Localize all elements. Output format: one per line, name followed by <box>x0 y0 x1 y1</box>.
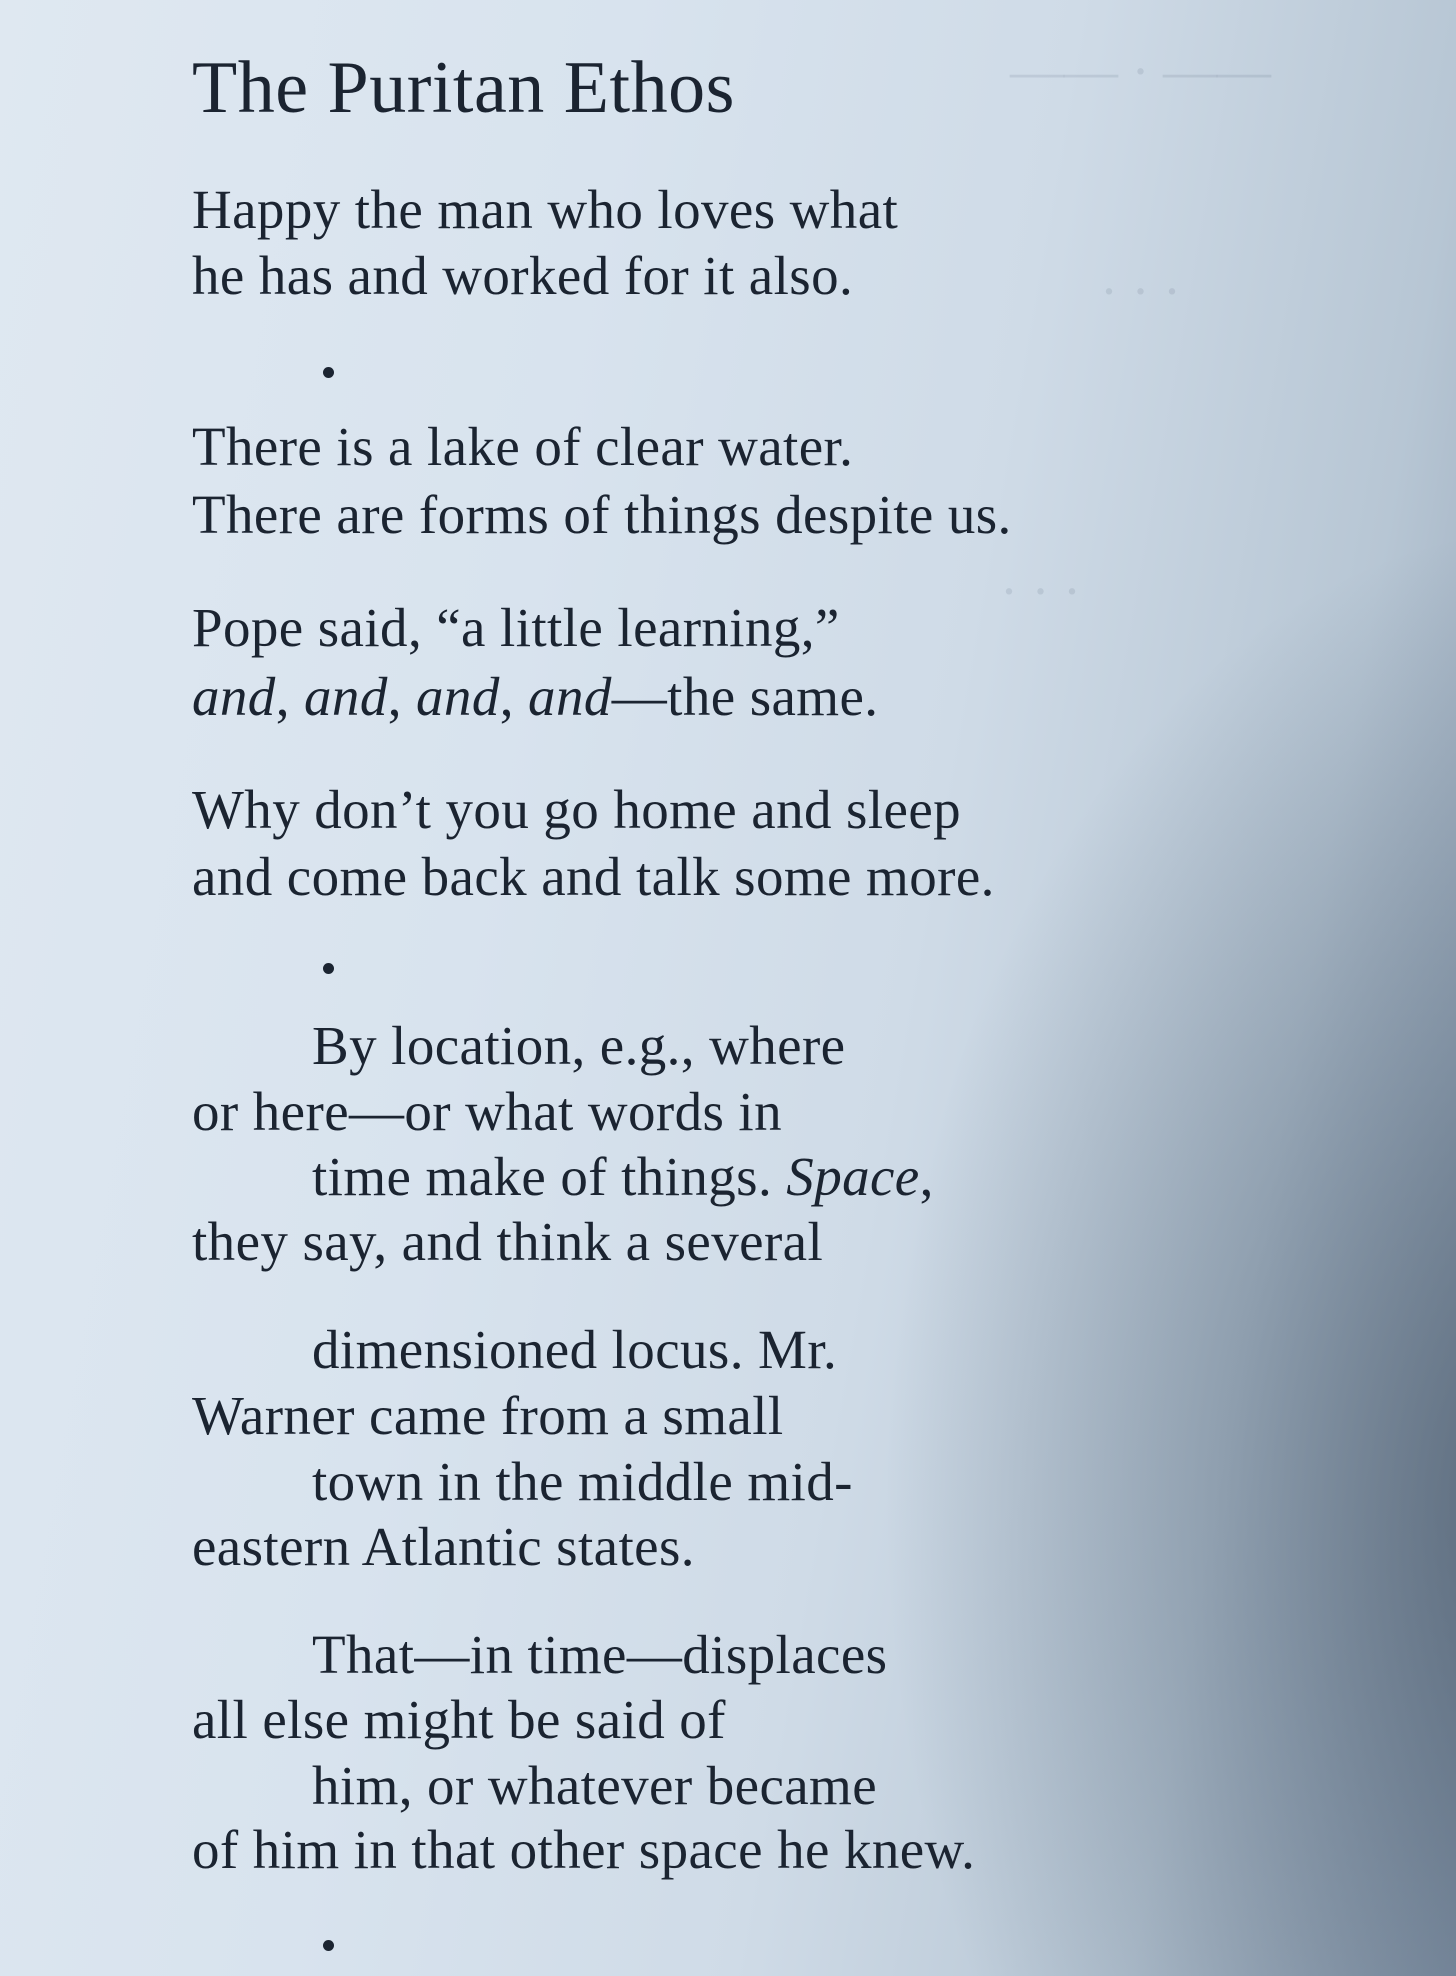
poem-line <box>312 1147 934 1207</box>
italic-word: Space <box>786 1146 920 1207</box>
poem-line: That—in time—displaces <box>312 1624 888 1685</box>
poem-line: Happy the man who loves what <box>192 179 899 240</box>
poem-line: dimensioned locus. Mr. <box>312 1319 838 1380</box>
section-separator-bullet <box>323 1940 334 1951</box>
italic-word: and <box>528 666 612 727</box>
bleed-through: · · · <box>1100 261 1181 321</box>
italic-word: and <box>304 666 388 727</box>
line-fragment: , <box>387 666 417 727</box>
poem-line: Why don’t you go home and sleep <box>192 779 962 840</box>
poem-line: town in the middle mid- <box>312 1451 853 1512</box>
poem-line: and come back and talk some more. <box>192 846 995 907</box>
bleed-through: —— · —— <box>1010 41 1271 101</box>
poem-line: they say, and think a several <box>192 1211 824 1272</box>
poem-line: Pope said, “a little learning,” <box>192 597 840 658</box>
poem-line: all else might be said of <box>192 1689 726 1750</box>
section-separator-bullet <box>323 367 334 378</box>
italic-word: and <box>192 666 276 727</box>
poem-line: There are forms of things despite us. <box>192 484 1012 545</box>
poem-title: The Puritan Ethos <box>192 47 735 129</box>
line-fragment: , <box>919 1146 934 1207</box>
poem-line: or here—or what words in <box>192 1081 783 1142</box>
section-separator-bullet <box>323 963 334 974</box>
poem-line: By location, e.g., where <box>312 1015 846 1076</box>
italic-word: and <box>416 666 500 727</box>
poem-line: of him in that other space he knew. <box>192 1819 976 1880</box>
poem-line: he has and worked for it also. <box>192 245 854 306</box>
line-fragment: —the same. <box>611 666 879 727</box>
poem-line <box>192 667 878 727</box>
line-fragment: , <box>499 666 529 727</box>
line-fragment: , <box>275 666 305 727</box>
poem-line: eastern Atlantic states. <box>192 1516 695 1577</box>
line-fragment: time make of things. <box>312 1146 787 1207</box>
bleed-through: · · · <box>1000 561 1081 621</box>
poem-line: Warner came from a small <box>192 1385 784 1446</box>
poem-line: There is a lake of clear water. <box>192 416 854 477</box>
poem-line: him, or whatever became <box>312 1755 878 1816</box>
